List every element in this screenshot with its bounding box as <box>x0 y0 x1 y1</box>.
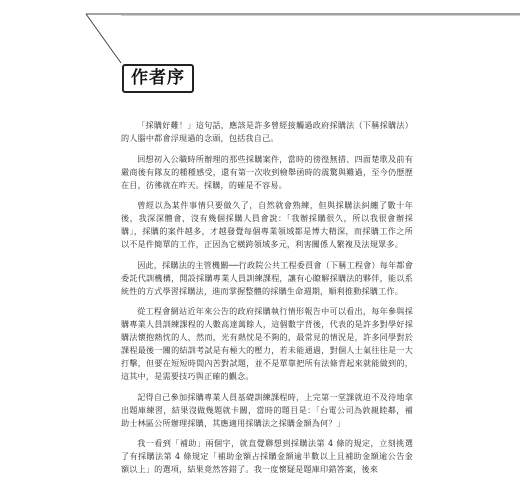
preface-body <box>121 119 413 484</box>
paragraph: 回想初入公職時所辦理的那些採購案件，當時的徬徨無措、四面楚歌及前有嚴商後有隊友的種種感受，還有第一次收到檢舉函時的震驚與難過，至今仍歷歷在目，彷彿就在昨天。採購，的確是不容易。 <box>121 153 413 190</box>
paragraph: 曾經以為某件事情只要做久了，自然就會熟練，但與採購法糾纏了數十年後，我深深體會，沒有幾個採購人員會說：「我辦採購很久，所以我很會辦採購」，採購的案件越多，才越發覺每個專業領域都是博大精深，而採購工作之所以不是件簡單的工作，正因為它橫跨領域多元，利害關係人繁複及法規眾多。 <box>121 200 413 249</box>
paragraph: 記得自己參加採購專業人員基礎訓練課程時，上完第一堂課就迫不及待地拿出題庫練習，結果沒做幾題就卡關，當時的題目是：「台電公司為敦親睦鄰，補助士林區公所辦理採購，其應適用採購法之採購金額為何？」 <box>121 391 413 428</box>
paragraph: 我一看到「補助」兩個字，就直覺聯想到採購法第 4 條的規定，立刻挑選了有採購法第 4 條規定「補助金額占採購金額逾半數以上且補助金額逾公告金額以上」的選項，結果竟然答錯了。我一度懷疑是題庫印錯答案，後來 <box>121 438 413 474</box>
paragraph: 從工程會網站近年來公告的政府採購執行情形報告中可以看出，每年參與採購專業人員訓練課程的人數高達萬餘人，這個數字背後，代表的是許多對學好採購法懷抱熱忱的人，然而，光有熱忱是不夠的，最常見的情況是，許多同學對於課程最後一關的結訓考試是有極大的壓力，若未能通過，對個人士氣往往是一大打擊，但要在短短時間內苦對試題，並不是單靠把所有法條背起來就能做到的，這其中，是需要技巧與正確的觀念。 <box>121 306 413 381</box>
paragraph: 「採購好難！」這句話，應該是許多曾經接觸過政府採購法（下稱採購法）的人腦中都會浮現過的念頭，包括我自己。 <box>121 120 413 143</box>
page-title: 作者序 <box>122 64 194 93</box>
header-band <box>0 0 520 42</box>
paragraph: 因此，採購法的主管機關──行政院公共工程委員會（下稱工程會）每年都會委託代訓機構，開設採購專業人員訓練課程，讓有心瞭解採購法的夥伴，能以系統性的方式學習採購法，進而掌握整體的採購生命週期，順利推動採購工作。 <box>121 259 413 296</box>
